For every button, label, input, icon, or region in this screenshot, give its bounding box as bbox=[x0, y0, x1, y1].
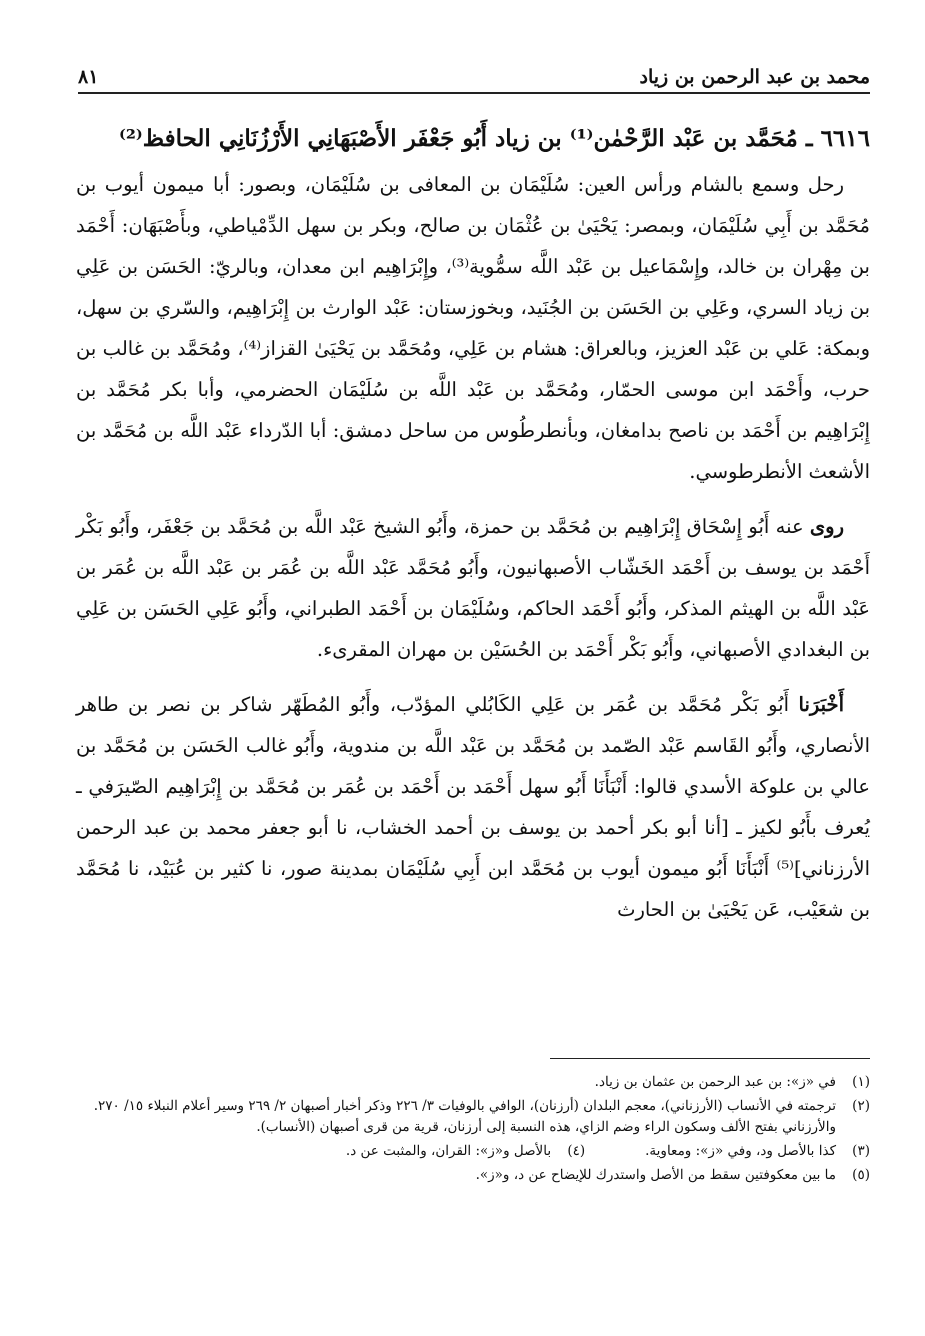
footnote-number: (٥) bbox=[852, 1167, 870, 1183]
paragraph-lead-word: أَخْبَرَنا bbox=[798, 693, 845, 716]
footnote-1 bbox=[76, 1072, 870, 1093]
footnote-2 bbox=[76, 1096, 870, 1138]
footnote-text: ما بين معكوفتين سقط من الأصل واستدرك للإيضاح عن د، و«ز». bbox=[475, 1167, 836, 1183]
footnote-number: (١) bbox=[852, 1074, 870, 1090]
paragraph-travels: رحل وسمع بالشام ورأس العين: سُلَيْمَان بن المعافى بن سُلَيْمَان، وبصور: أبا ميمون أيوب بن مُحَمَّد بن أَبِي سُلَيْمَان، وبمصر: يَحْيَىٰ بن عُثْمَان بن صالح، وبكر بن سهل الدِّمْياطي، وبأَصْبَهَان: أَحْمَد بن مِهْران بن خالد، وإِسْمَاعيل بن عَبْد اللَّه سمُّوية⁽³⁾، وإِبْرَاهِيم ابن معدان، وبالريّ: الحَسَن بن عَلِي بن زياد السري، وعَلِي بن الحَسَن بن الجُنَيد، وبخوزستان: عَبْد الوارث بن إِبْرَاهِيم، والسّري بن سهل، وبمكة: عَلي بن عَبْد العزيز، وبالعراق: هشام بن عَلِي، ومُحَمَّد بن يَحْيَىٰ القزاز⁽⁴⁾، ومُحَمَّد بن غالب بن حرب، وأَحْمَد ابن موسى الحمّار، ومُحَمَّد بن عَبْد اللَّه بن سُلَيْمَان الحضرمي، وأبا بكر مُحَمَّد بن إِبْرَاهِيم بن أَحْمَد بن ناصح بدامغان، وبأنطرطُوس من ساحل دمشق: أبا الدّرداء عَبْد اللَّه بن مُحَمَّد بن الأشعث الأنطرطوسي. bbox=[76, 173, 870, 483]
footnote-text: بالأصل و«ز»: القران، والمثبت عن د. bbox=[345, 1143, 552, 1159]
paragraph-body: عنه أَبُو إِسْحَاق إِبْرَاهِيم بن مُحَمَّد بن حمزة، وأَبُو الشيخ عَبْد اللَّه بن مُحَمَّد بن جَعْفَر، وأَبُو بَكْر أَحْمَد بن يوسف بن أَحْمَد الخَشّاب الأصبهانيون، وأَبُو مُحَمَّد عَبْد اللَّه بن عُمَر بن عَبْد اللَّه بن عُمَر بن عَبْد اللَّه بن الهيثم المذكر، وأَبُو أَحْمَد الحاكم، وسُلَيْمَان بن أَحْمَد الطبراني، وأَبُو عَلِي الحَسَن بن عَلِي بن البغدادي الأصبهاني، وأَبُو بَكْر أَحْمَد بن الحُسَيْن بن مهران المقرىء. bbox=[76, 515, 870, 661]
footnote-text: كذا بالأصل ود، وفي «ز»: ومعاوية. bbox=[645, 1143, 836, 1159]
footnote-text: ترجمته في الأنساب (الأرزناني)، معجم البلدان (أرزنان)، الوافي بالوفيات ٣/ ٢٢٦ وذكر أخبار أصبهان ٢/ ٢٦٩ وسير أعلام النبلاء ١٥/ ٢٧٠. والأرزناني بفتح الألف وسكون الراء وضم الزاي، هذه النسبة إلى أرزنان، قرية من قرى أصبهان (الأنساب). bbox=[93, 1098, 836, 1135]
footnote-number: (٣) bbox=[852, 1143, 870, 1159]
page-number: ٨١ bbox=[78, 66, 99, 88]
footnote-3 bbox=[645, 1141, 870, 1162]
footnote-5 bbox=[76, 1165, 870, 1186]
paragraph-body: أَبُو بَكْر مُحَمَّد بن عُمَر بن عَلِي الكَابُلي المؤدّب، وأَبُو المُطَهّر شاكر بن نصر بن طاهر الأنصاري، وأَبُو القَاسم عَبْد الصّمد بن مُحَمَّد بن عَبْد اللَّه بن مندوية، وأَبُو غالب الحَسَن بن مُحَمَّد بن عالي بن علوكة الأسدي قالوا: أَنْبَأَنَا أَبُو سهل أَحْمَد بن أَحْمَد بن عُمَر بن مُحَمَّد بن إِبْرَاهِيم الصّيرَفي ـ يُعرف بأَبُو لكيز ـ [أنا أبو بكر أحمد بن يوسف بن أحمد الخشاب، نا أبو جعفر محمد بن عبد الرحمن الأرزناني]⁽⁵⁾ أَنْبَأَنَا أَبُو ميمون أيوب بن مُحَمَّد ابن أَبِي سُلَيْمَان بمدينة صور، نا كثير بن عُبَيْد، نا مُحَمَّد بن شعَيْب، عَن يَحْيَىٰ بن الحارث bbox=[76, 693, 870, 921]
footnote-divider bbox=[550, 1058, 870, 1059]
paragraph-isnad bbox=[76, 684, 870, 930]
main-text bbox=[76, 118, 870, 944]
footnote-4 bbox=[346, 1141, 585, 1162]
running-title: محمد بن عبد الرحمن بن زياد bbox=[639, 66, 870, 88]
footnote-number: (٤) bbox=[567, 1143, 586, 1159]
page-header bbox=[78, 58, 870, 94]
footnotes bbox=[76, 1072, 870, 1189]
paragraph-lead-word: روى bbox=[809, 515, 845, 538]
entry-heading: ٦٦١٦ ـ مُحَمَّد بن عَبْد الرَّحْمٰن⁽¹⁾ بن زياد أَبُو جَعْفَر الأَصْبَهَانِي الأَرْزُنَانِي الحافظ⁽²⁾ bbox=[118, 125, 870, 152]
paragraph-narrators bbox=[76, 506, 870, 670]
footnote-text: في «ز»: بن عبد الرحمن بن عثمان بن زياد. bbox=[594, 1074, 836, 1090]
footnote-row-3-4 bbox=[76, 1141, 870, 1162]
footnote-number: (٢) bbox=[852, 1098, 870, 1114]
